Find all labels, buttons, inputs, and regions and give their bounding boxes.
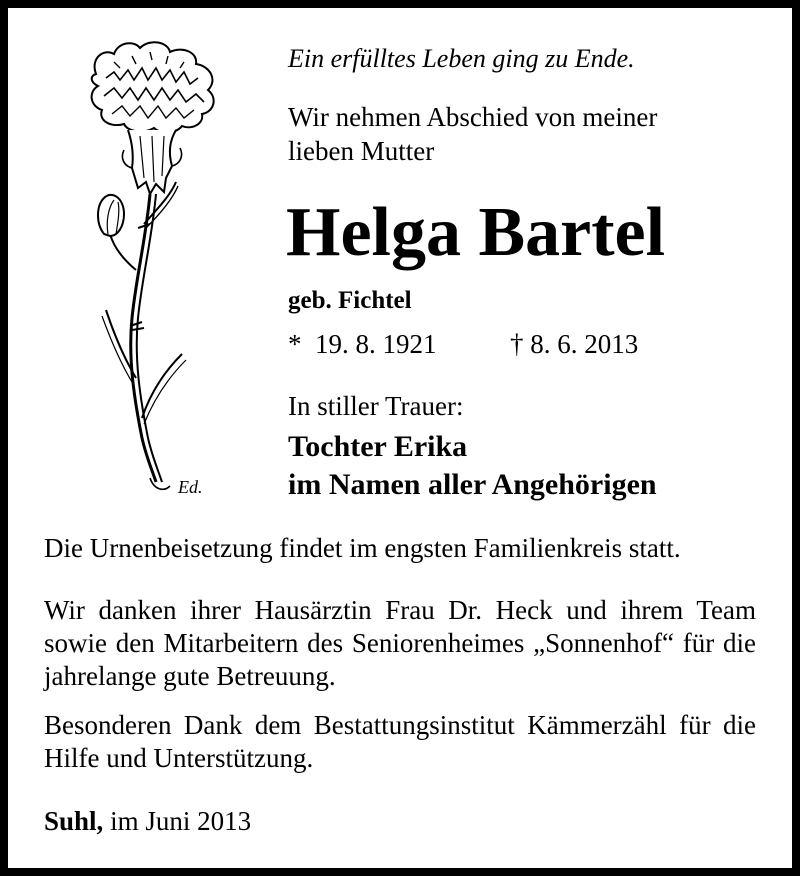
signature-place: Suhl, <box>44 806 104 836</box>
maiden-name: geb. Fichtel <box>288 287 412 314</box>
signature-line <box>44 806 251 837</box>
farewell-line-2: lieben Mutter <box>288 136 435 166</box>
mourners-line-2: im Namen aller Angehörigen <box>288 468 657 501</box>
burial-note: Die Urnenbeisetzung findet im engsten Familienkreis statt. <box>44 533 681 563</box>
farewell-line-1: Wir nehmen Abschied von meiner <box>288 102 658 132</box>
deceased-name: Helga Bartel <box>286 194 666 271</box>
signature-date: im Juni 2013 <box>103 806 252 836</box>
thanks-doctor-paragraph: Wir danken ihrer Hausärztin Frau Dr. Heck und ihrem Team sowie den Mitarbeitern des Seniorenheimes „Sonnenhof“ für die jahrelange gute Betreuung. <box>44 595 756 691</box>
death-date: † 8. 6. 2013 <box>510 329 639 359</box>
intro-line: Ein erfülltes Leben ging zu Ende. <box>288 44 635 73</box>
mourners-line-1: Tochter Erika <box>288 430 468 463</box>
thanks-funeral-paragraph: Besonderen Dank dem Bestattungsinstitut Kämmerzähl für die Hilfe und Unterstützung. <box>44 710 756 773</box>
birth-date: * 19. 8. 1921 <box>288 329 437 359</box>
artist-signature: Ed. <box>178 477 203 497</box>
carnation-flower-icon <box>84 38 234 500</box>
mourning-label: In stiller Trauer: <box>288 391 464 421</box>
